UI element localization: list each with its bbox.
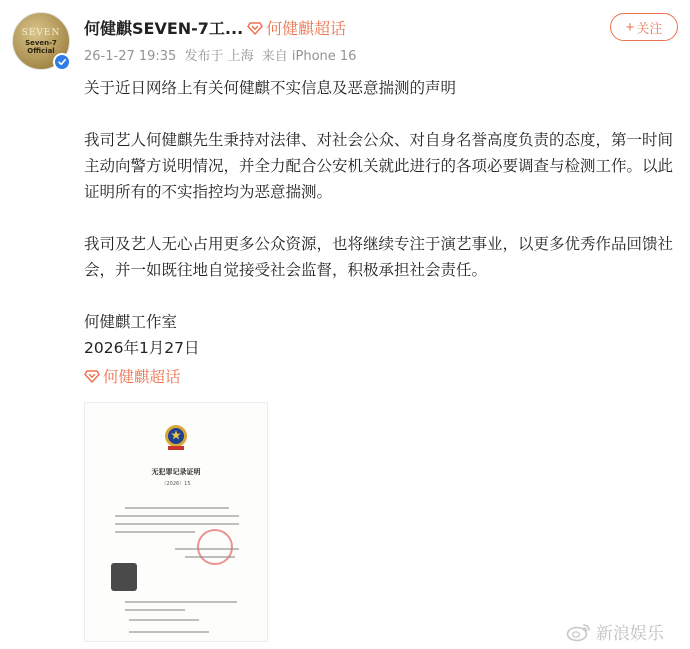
document-text-line xyxy=(129,619,199,621)
follow-button[interactable] xyxy=(610,13,678,41)
supertopic-link[interactable] xyxy=(247,16,346,39)
post-meta xyxy=(84,45,360,64)
avatar-logo-text: SEVEN xyxy=(21,27,61,38)
attached-document-image[interactable] xyxy=(84,402,268,642)
diamond-icon xyxy=(84,368,100,384)
topic-tag-link[interactable] xyxy=(84,365,181,387)
document-text-line xyxy=(115,515,239,517)
weibo-logo-icon xyxy=(566,622,592,642)
follow-label: 关注 xyxy=(636,20,663,36)
police-emblem-icon xyxy=(159,421,193,455)
post-body xyxy=(84,75,680,361)
document-text-line xyxy=(125,601,237,603)
post-paragraph-2: 我司及艺人无心占用更多公众资源，也将继续专注于演艺事业，以更多优秀作品回馈社会，并一如既往地自觉接受社会监督，积极承担社会责任。 xyxy=(84,235,674,279)
diamond-icon xyxy=(247,20,263,36)
post-paragraph-1: 我司艺人何健麒先生秉持对法律、对社会公众、对自身名誉高度负责的态度，第一时间主动向警方说明情况，并全力配合公安机关就此进行的各项必要调查与检测工作。以此证明所有的不实指控均为恶意揣测。 xyxy=(84,131,674,201)
username-row xyxy=(84,16,346,39)
avatar-container[interactable] xyxy=(12,12,70,70)
topic-tag-label: 何健麒超话 xyxy=(103,368,181,386)
verified-badge-icon xyxy=(53,53,71,71)
post-device: 来自 iPhone 16 xyxy=(261,49,357,64)
watermark xyxy=(566,619,664,644)
post-signature: 何健麒工作室 xyxy=(84,313,178,331)
plus-icon: + xyxy=(625,18,635,36)
redacted-area xyxy=(111,563,137,591)
document-text-line xyxy=(185,556,235,558)
document-text-line xyxy=(125,609,185,611)
document-text-line xyxy=(129,631,209,633)
document-number: （2026）15 xyxy=(161,481,191,487)
document-text-line xyxy=(175,548,239,550)
official-stamp xyxy=(197,529,233,565)
watermark-text: 新浪娱乐 xyxy=(596,624,664,644)
document-text-line xyxy=(115,531,195,533)
username[interactable]: 何健麒SEVEN-7工... xyxy=(84,19,244,38)
post-location: 发布于 上海 xyxy=(184,49,254,64)
document-title: 无犯罪记录证明 xyxy=(151,467,201,476)
document-text-line xyxy=(125,507,229,509)
supertopic-label: 何健麒超话 xyxy=(266,19,347,38)
post-date: 2026年1月27日 xyxy=(84,339,200,357)
document-text-line xyxy=(115,523,239,525)
post-title-line: 关于近日网络上有关何健麒不实信息及恶意揣测的声明 xyxy=(84,79,457,97)
avatar-brand-text: Seven-7 Official xyxy=(25,38,57,55)
post-timestamp[interactable]: 26-1-27 19:35 xyxy=(84,49,177,64)
